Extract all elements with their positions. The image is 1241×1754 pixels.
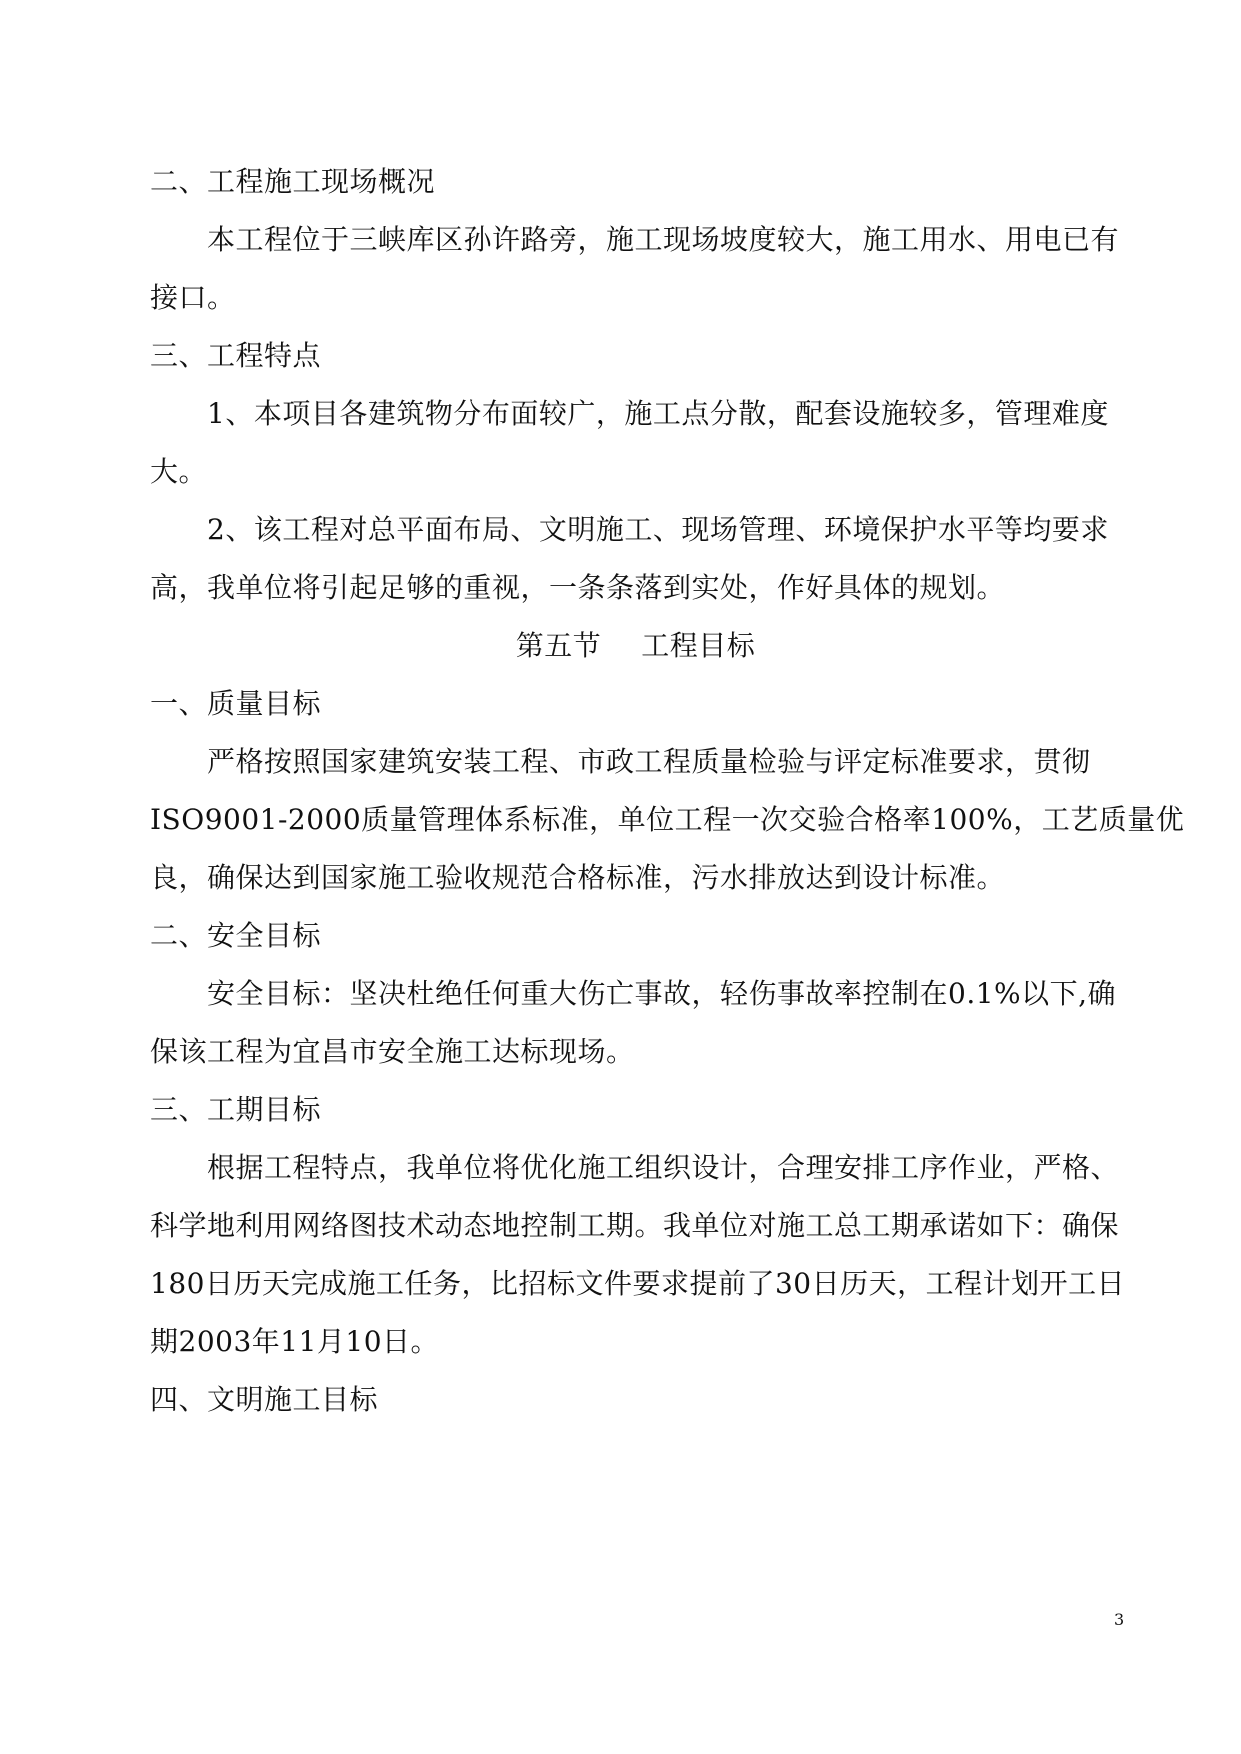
paragraph-line: 本工程位于三峡库区孙许路旁，施工现场坡度较大，施工用水、用电已有 [207,223,1120,256]
page-number: 3 [1114,1610,1125,1629]
paragraph-line: 科学地利用网络图技术动态地控制工期。我单位对施工总工期承诺如下：确保 [150,1209,1120,1242]
paragraph-line: ISO9001-2000质量管理体系标准，单位工程一次交验合格率100%，工艺质量优 [150,803,1185,836]
paragraph-line: 1、本项目各建筑物分布面较广，施工点分散，配套设施较多，管理难度 [207,397,1109,430]
paragraph-line: 安全目标：坚决杜绝任何重大伤亡事故，轻伤事故率控制在0.1%以下,确 [207,977,1117,1010]
paragraph-line: 高，我单位将引起足够的重视，一条条落到实处，作好具体的规划。 [150,571,1006,604]
section-name: 工程目标 [641,629,756,662]
paragraph-line: 根据工程特点，我单位将优化施工组织设计，合理安排工序作业，严格、 [207,1151,1120,1184]
paragraph-line: 接口。 [150,281,236,314]
heading-project-features: 三、工程特点 [150,339,322,372]
heading-schedule-goal: 三、工期目标 [150,1093,322,1126]
heading-safety-goal: 二、安全目标 [150,919,322,952]
paragraph-line: 180日历天完成施工任务，比招标文件要求提前了30日历天，工程计划开工日 [150,1267,1126,1300]
heading-site-overview: 二、工程施工现场概况 [150,165,436,198]
heading-civilized-construction-goal: 四、文明施工目标 [150,1383,379,1416]
paragraph-line: 期2003年11月10日。 [150,1325,440,1358]
paragraph-line: 2、该工程对总平面布局、文明施工、现场管理、环境保护水平等均要求 [207,513,1109,546]
paragraph-line: 良，确保达到国家施工验收规范合格标准，污水排放达到设计标准。 [150,861,1006,894]
section-title [0,628,1241,664]
paragraph-line: 大。 [150,455,208,488]
paragraph-line: 保该工程为宜昌市安全施工达标现场。 [150,1035,635,1068]
paragraph-line: 严格按照国家建筑安装工程、市政工程质量检验与评定标准要求，贯彻 [207,745,1091,778]
heading-quality-goal: 一、质量目标 [150,687,322,720]
section-number: 第五节 [515,629,602,662]
